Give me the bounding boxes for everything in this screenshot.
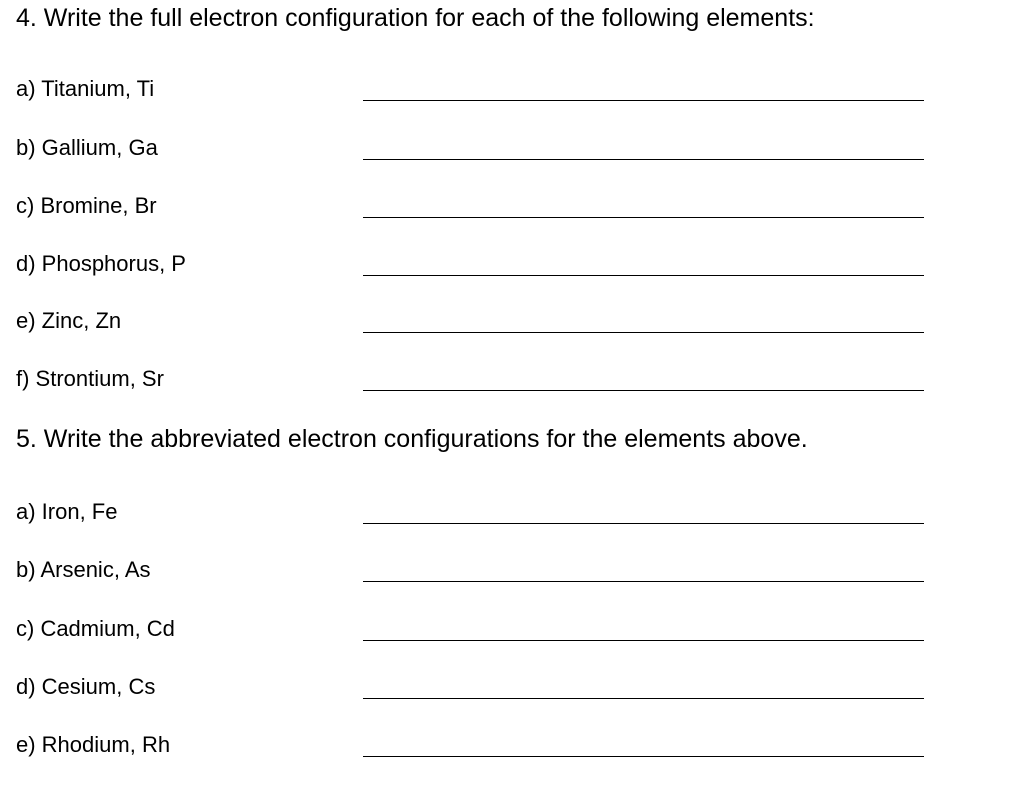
item-label: a) Iron, Fe — [16, 499, 118, 524]
item-label: a) Titanium, Ti — [16, 76, 155, 101]
question-4-item-strontium — [16, 368, 926, 402]
answer-blank-line[interactable] — [363, 275, 924, 276]
question-4-item-zinc — [16, 310, 926, 344]
question-5-item-cadmium — [16, 618, 926, 652]
answer-blank-line[interactable] — [363, 159, 924, 160]
item-label: d) Phosphorus, P — [16, 251, 186, 276]
item-label: d) Cesium, Cs — [16, 674, 156, 699]
item-label: e) Rhodium, Rh — [16, 732, 171, 757]
item-label: c) Cadmium, Cd — [16, 616, 175, 641]
question-4-item-bromine — [16, 195, 926, 229]
question-5-item-rhodium — [16, 734, 926, 768]
answer-blank-line[interactable] — [363, 390, 924, 391]
question-4-item-phosphorus — [16, 253, 926, 287]
answer-blank-line[interactable] — [363, 217, 924, 218]
question-5-item-iron — [16, 501, 926, 535]
item-label: b) Arsenic, As — [16, 557, 151, 582]
item-label: c) Bromine, Br — [16, 193, 157, 218]
answer-blank-line[interactable] — [363, 640, 924, 641]
question-5-title: 5. Write the abbreviated electron configurations for the elements above. — [16, 425, 808, 453]
answer-blank-line[interactable] — [363, 698, 924, 699]
item-label: e) Zinc, Zn — [16, 308, 122, 333]
question-5-item-cesium — [16, 676, 926, 710]
question-4-item-titanium — [16, 78, 926, 112]
answer-blank-line[interactable] — [363, 100, 924, 101]
question-4-item-gallium — [16, 137, 926, 171]
answer-blank-line[interactable] — [363, 756, 924, 757]
answer-blank-line[interactable] — [363, 523, 924, 524]
item-label: f) Strontium, Sr — [16, 366, 164, 391]
item-label: b) Gallium, Ga — [16, 135, 158, 160]
answer-blank-line[interactable] — [363, 332, 924, 333]
answer-blank-line[interactable] — [363, 581, 924, 582]
question-4-title: 4. Write the full electron configuration for each of the following elements: — [16, 4, 815, 32]
question-5-item-arsenic — [16, 559, 926, 593]
